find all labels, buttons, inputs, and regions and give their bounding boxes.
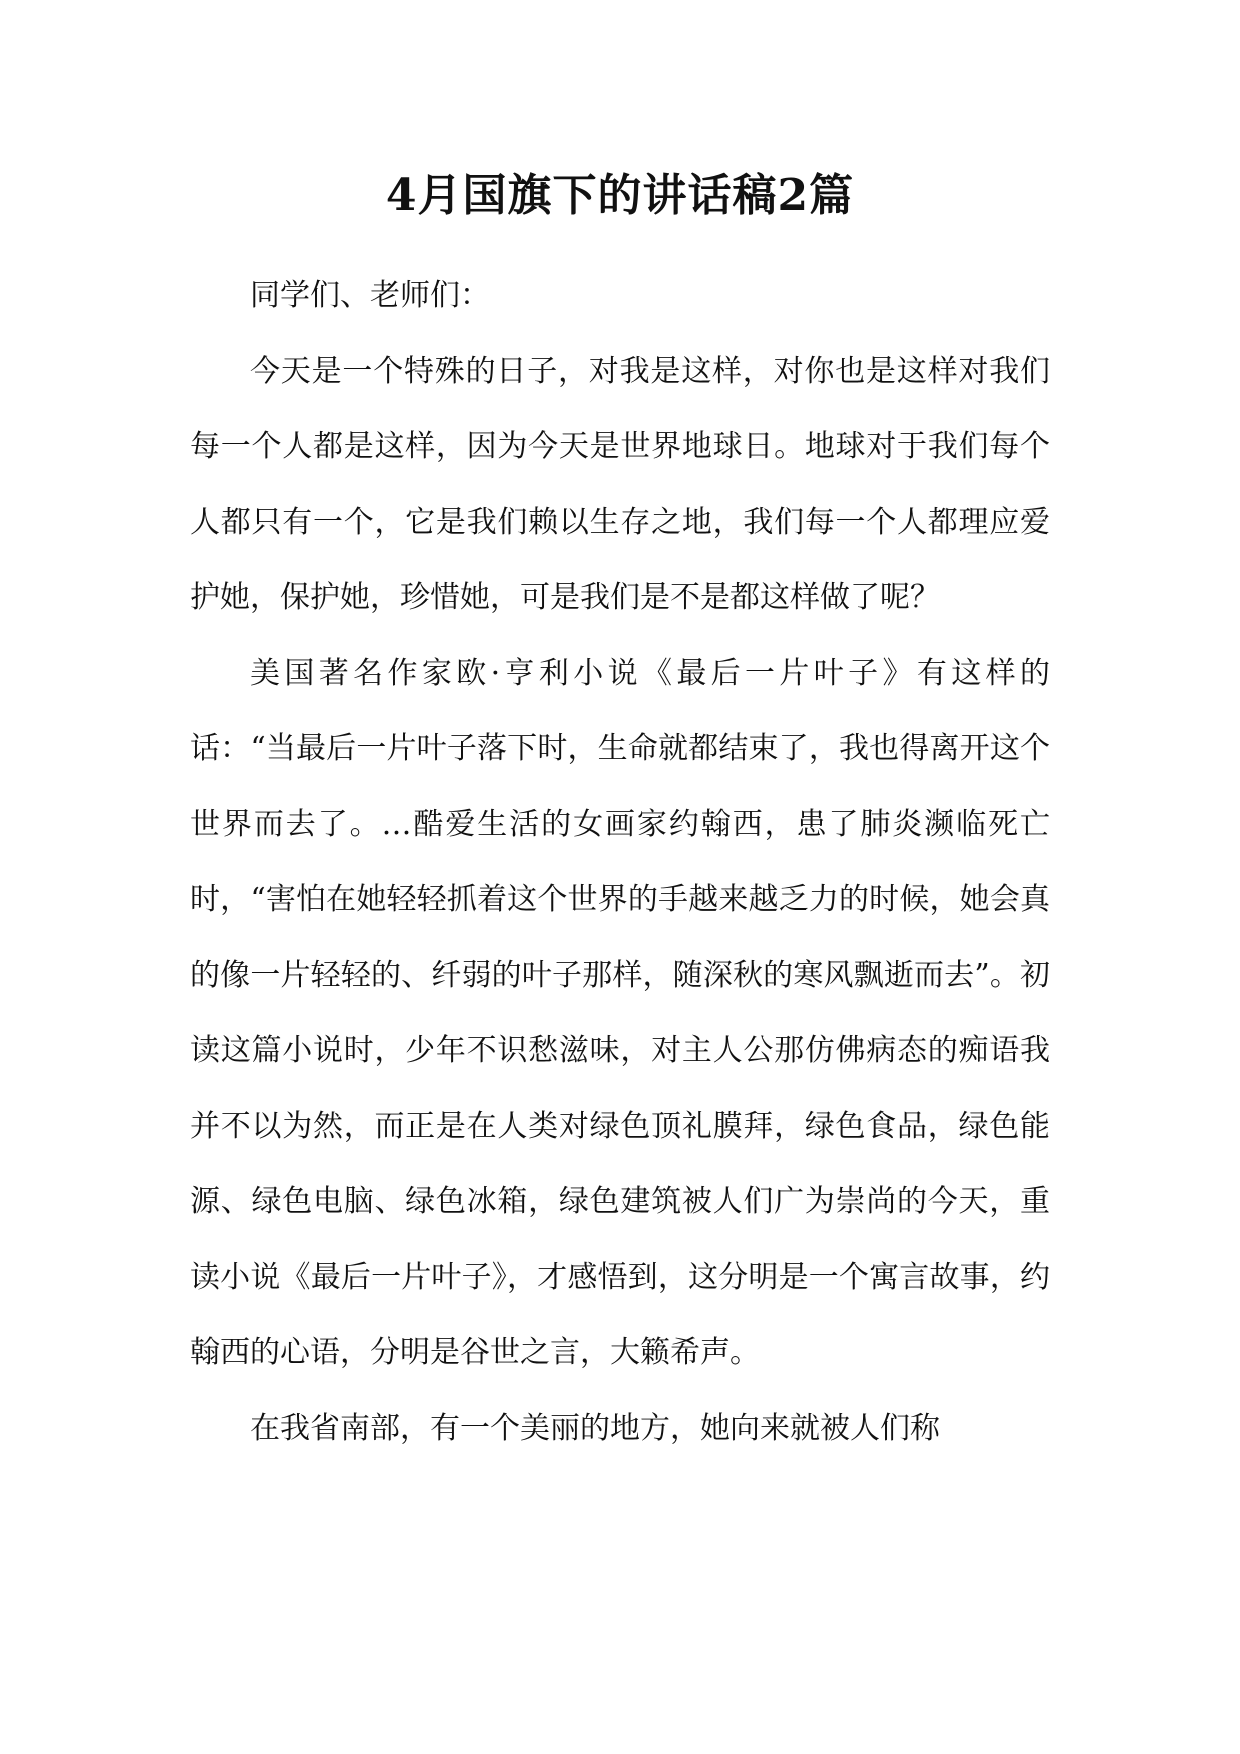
salutation-paragraph: 同学们、老师们： — [250, 278, 490, 313]
body-paragraph: 今天是一个特殊的日子，对我是这样，对你也是这样对我们每一个人都是这样，因为今天是世界地球日。地球对于我们每个人都只有一个，它是我们赖以生存之地，我们每一个人都理应爱护她，保护她，珍惜她，可是我们是不是都这样做了呢？ — [190, 353, 1050, 615]
document-body — [190, 258, 1050, 1466]
document-title: 4月国旗下的讲话稿2篇 — [385, 170, 855, 221]
body-paragraph: 在我省南部，有一个美丽的地方，她向来就被人们称 — [250, 1410, 940, 1446]
body-paragraph: 美国著名作家欧·亨利小说《最后一片叶子》有这样的话：“当最后一片叶子落下时，生命就都结束了，我也得离开这个世界而去了。…酷爱生活的女画家约翰西，患了肺炎濒临死亡时，“害怕在她轻轻抓着这个世界的手越来越乏力的时候，她会真的像一片轻轻的、纤弱的叶子那样，随深秋的寒风飘逝而去”。初读这篇小说时，少年不识愁滋味，对主人公那仿佛病态的痴语我并不以为然，而正是在人类对绿色顶礼膜拜，绿色食品，绿色能源、绿色电脑、绿色冰箱，绿色建筑被人们广为崇尚的今天，重读小说《最后一片叶子》，才感悟到，这分明是一个寓言故事，约翰西的心语，分明是谷世之言，大籁希声。 — [190, 655, 1050, 1370]
